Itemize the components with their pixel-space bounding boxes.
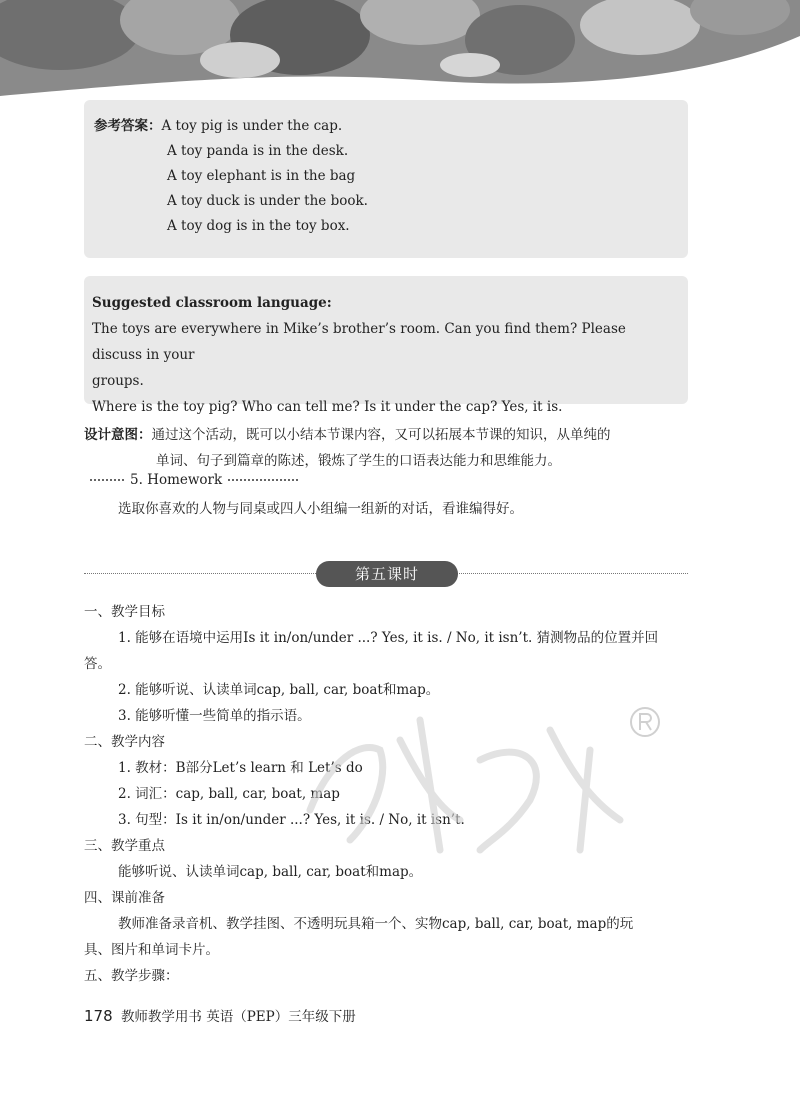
lesson-plan-line: 一、教学目标 (84, 604, 165, 620)
reference-answer-box (84, 100, 688, 258)
design-intent-text: 通过这个活动，既可以小结本节课内容，又可以拓展本节课的知识，从单纯的 (151, 427, 611, 443)
answer-line: A toy duck is under the book. (167, 193, 368, 209)
lesson-plan-line: 1. 能够在语境中运用Is it in/on/under ...? Yes, it is. / No, it isn’t. 猜测物品的位置并回 (118, 630, 659, 646)
homework-heading: 5. Homework (130, 472, 223, 488)
publisher-watermark-icon (290, 700, 670, 860)
classroom-language-text: groups. (92, 373, 144, 389)
page-footer (84, 1005, 356, 1025)
homework-heading-row (84, 472, 304, 488)
page-number: 178 (84, 1007, 113, 1025)
book-title: 教师教学用书 英语（PEP）三年级下册 (120, 1009, 356, 1025)
lesson-plan-line: 3. 句型：Is it in/on/under ...? Yes, it is. / No, it isn’t. (118, 812, 465, 828)
answer-label: 参考答案： (94, 118, 162, 134)
answer-line: A toy elephant is in the bag (167, 168, 356, 184)
lesson-plan-line: 2. 能够听说、认读单词cap, ball, car, boat和map。 (118, 682, 440, 698)
lesson-plan-line: 四、课前准备 (84, 890, 165, 906)
lesson-plan-line: 2. 词汇：cap, ball, car, boat, map (118, 786, 340, 802)
lesson-plan-line: 二、教学内容 (84, 734, 165, 750)
classroom-language-box (84, 276, 688, 415)
lesson-plan-line: 答。 (84, 656, 111, 672)
design-intent-label: 设计意图： (84, 427, 152, 443)
lesson-plan-line: 能够听说、认读单词cap, ball, car, boat和map。 (118, 864, 423, 880)
lesson-plan-line: 三、教学重点 (84, 838, 165, 854)
classroom-language-text: The toys are everywhere in Mike’s brother’s room. Can you find them? Please discuss in your (92, 321, 626, 363)
lesson-plan-line: 五、教学步骤： (84, 968, 179, 984)
lesson-plan-line: 教师准备录音机、教学挂图、不透明玩具箱一个、实物cap, ball, car, boat, map的玩 (118, 916, 634, 932)
answer-line: 参考答案：A toy pig is under the cap. (94, 118, 343, 134)
decorative-banner (0, 0, 800, 100)
dotted-ornament (90, 479, 124, 481)
answer-line: A toy dog is in the toy box. (167, 218, 350, 234)
dotted-ornament (228, 479, 298, 481)
lesson-plan-line: 具、图片和单词卡片。 (84, 942, 219, 958)
design-intent (84, 422, 694, 474)
classroom-language-title: Suggested classroom language: (92, 295, 332, 311)
lesson-plan-line: 3. 能够听懂一些简单的指示语。 (118, 708, 311, 724)
lesson-title-badge: 第五课时 (316, 561, 458, 587)
homework-text: 选取你喜欢的人物与同桌或四人小组编一组新的对话，看谁编得好。 (118, 501, 523, 517)
lesson-plan-line: 1. 教材：B部分Let’s learn 和 Let’s do (118, 760, 363, 776)
classroom-language-text: Where is the toy pig? Who can tell me? Is it under the cap? Yes, it is. (92, 399, 563, 415)
design-intent-text: 单词、句子到篇章的陈述，锻炼了学生的口语表达能力和思维能力。 (156, 453, 561, 469)
answer-line: A toy panda is in the desk. (167, 143, 349, 159)
